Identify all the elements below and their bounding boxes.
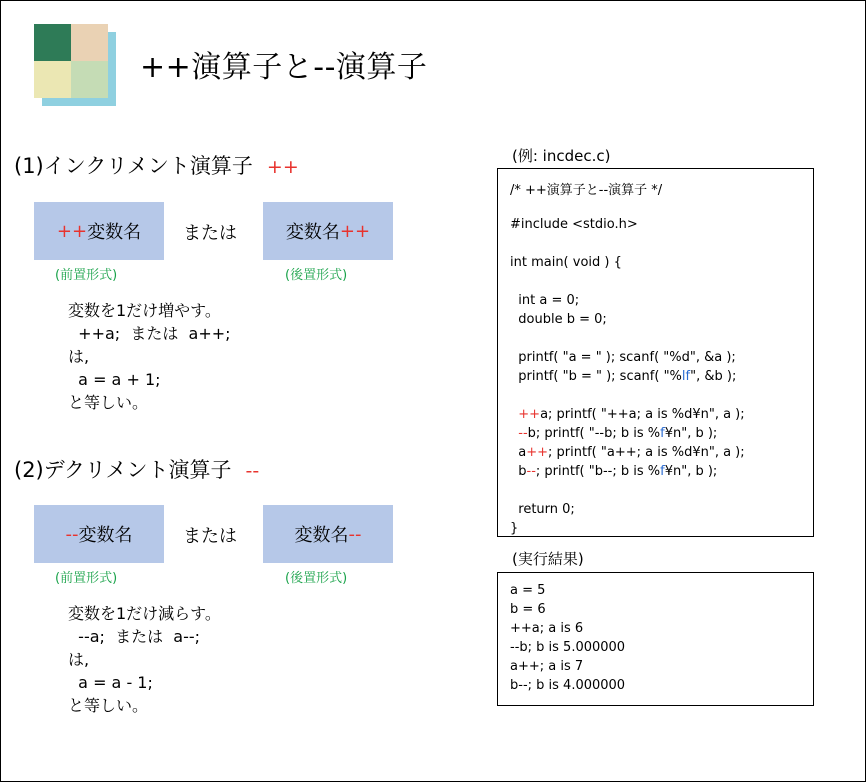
code-token: a; printf( "++a; a is %d¥n", a ); [540,407,745,422]
code-token: ++ [526,445,549,460]
increment-postfix-box [263,202,393,260]
increment-prefix-op: ++ [56,220,88,242]
output-line: a = 5 [510,583,546,598]
code-line [510,217,638,232]
page-title: ++演算子と--演算子 [140,50,428,85]
code-token: ", &b ); [690,369,737,384]
code-line [510,407,745,422]
increment-postfix-caption: (後置形式) [285,268,348,283]
decrement-operator: -- [245,460,260,482]
increment-or: または [183,223,237,244]
decrement-desc-line: a = a - 1; [68,673,153,692]
increment-desc-line: ++a; または a++; [68,324,231,343]
decrement-or: または [183,526,237,547]
code-line [510,350,736,365]
output-box [497,572,814,706]
code-line [510,293,579,308]
decrement-prefix-op: -- [65,523,79,545]
code-line [510,445,745,460]
code-token: printf( "a = " ); scanf( "%d", &a ); [510,350,736,365]
code-token: double b = 0; [510,312,607,327]
decrement-desc-line: 変数を1だけ減らす。 [68,604,221,623]
decrement-heading [14,454,259,484]
increment-postfix-var: 変数名 [285,222,340,243]
logo [34,24,116,106]
code-token: int a = 0; [510,293,580,308]
code-token: #include <stdio.h> [510,217,638,232]
code-token: b [510,464,527,479]
decrement-postfix-var: 変数名 [294,525,349,546]
output-line: --b; b is 5.000000 [510,640,626,655]
decrement-postfix-op: -- [348,523,362,545]
output-line: b = 6 [510,602,546,617]
code-token: /* ++演算子と--演算子 */ [510,183,663,198]
code-token: ++ [518,407,541,422]
code-line [510,312,607,327]
increment-prefix-var: 変数名 [87,222,142,243]
increment-desc-line: は, [68,347,90,366]
increment-prefix-box [34,202,164,260]
code-box [497,168,814,537]
increment-postfix-op: ++ [339,220,371,242]
code-line [510,464,717,479]
increment-heading [14,150,299,180]
code-line [510,369,736,384]
decrement-prefix-box [34,505,164,563]
code-token: f [660,464,665,479]
output-label: (実行結果) [512,550,584,568]
code-token: a [510,445,527,460]
code-token: return 0; [510,502,575,517]
decrement-postfix-box [263,505,393,563]
code-token: ; printf( "a++; a is %d¥n", a ); [548,445,745,460]
output-line: a++; a is 7 [510,659,584,674]
output-line: b--; b is 4.000000 [510,678,626,693]
code-line [510,521,518,536]
increment-heading-text: (1)インクリメント演算子 [14,154,253,178]
decrement-desc-line: は, [68,650,90,669]
code-line [510,426,717,441]
decrement-prefix-caption: (前置形式) [55,571,118,586]
code-token: -- [526,464,536,479]
code-token: b; printf( "--b; b is % [527,426,661,441]
output-line: ++a; a is 6 [510,621,584,636]
code-line [510,255,622,270]
increment-operator: ++ [266,156,299,178]
increment-desc-line: 変数を1だけ増やす。 [68,301,221,320]
code-line [510,502,575,517]
code-token: } [510,521,519,536]
code-token: f [660,426,665,441]
code-token: ¥n", b ); [664,464,718,479]
decrement-description [68,602,221,717]
code-line [510,179,662,198]
code-label: (例: incdec.c) [512,147,611,165]
code-token: ; printf( "b--; b is % [535,464,661,479]
code-token: int main( void ) { [510,255,622,270]
increment-description [68,299,231,414]
decrement-prefix-var: 変数名 [78,525,133,546]
code-token: printf( "b = " ); scanf( "% [510,369,682,384]
code-token: lf [681,369,691,384]
decrement-desc-line: と等しい。 [68,696,149,715]
decrement-postfix-caption: (後置形式) [285,571,348,586]
increment-desc-line: と等しい。 [68,393,149,412]
decrement-heading-text: (2)デクリメント演算子 [14,458,232,482]
code-token: ¥n", b ); [664,426,718,441]
decrement-desc-line: --a; または a--; [68,627,201,646]
increment-desc-line: a = a + 1; [68,370,161,389]
code-token: -- [518,426,528,441]
increment-prefix-caption: (前置形式) [55,268,118,283]
